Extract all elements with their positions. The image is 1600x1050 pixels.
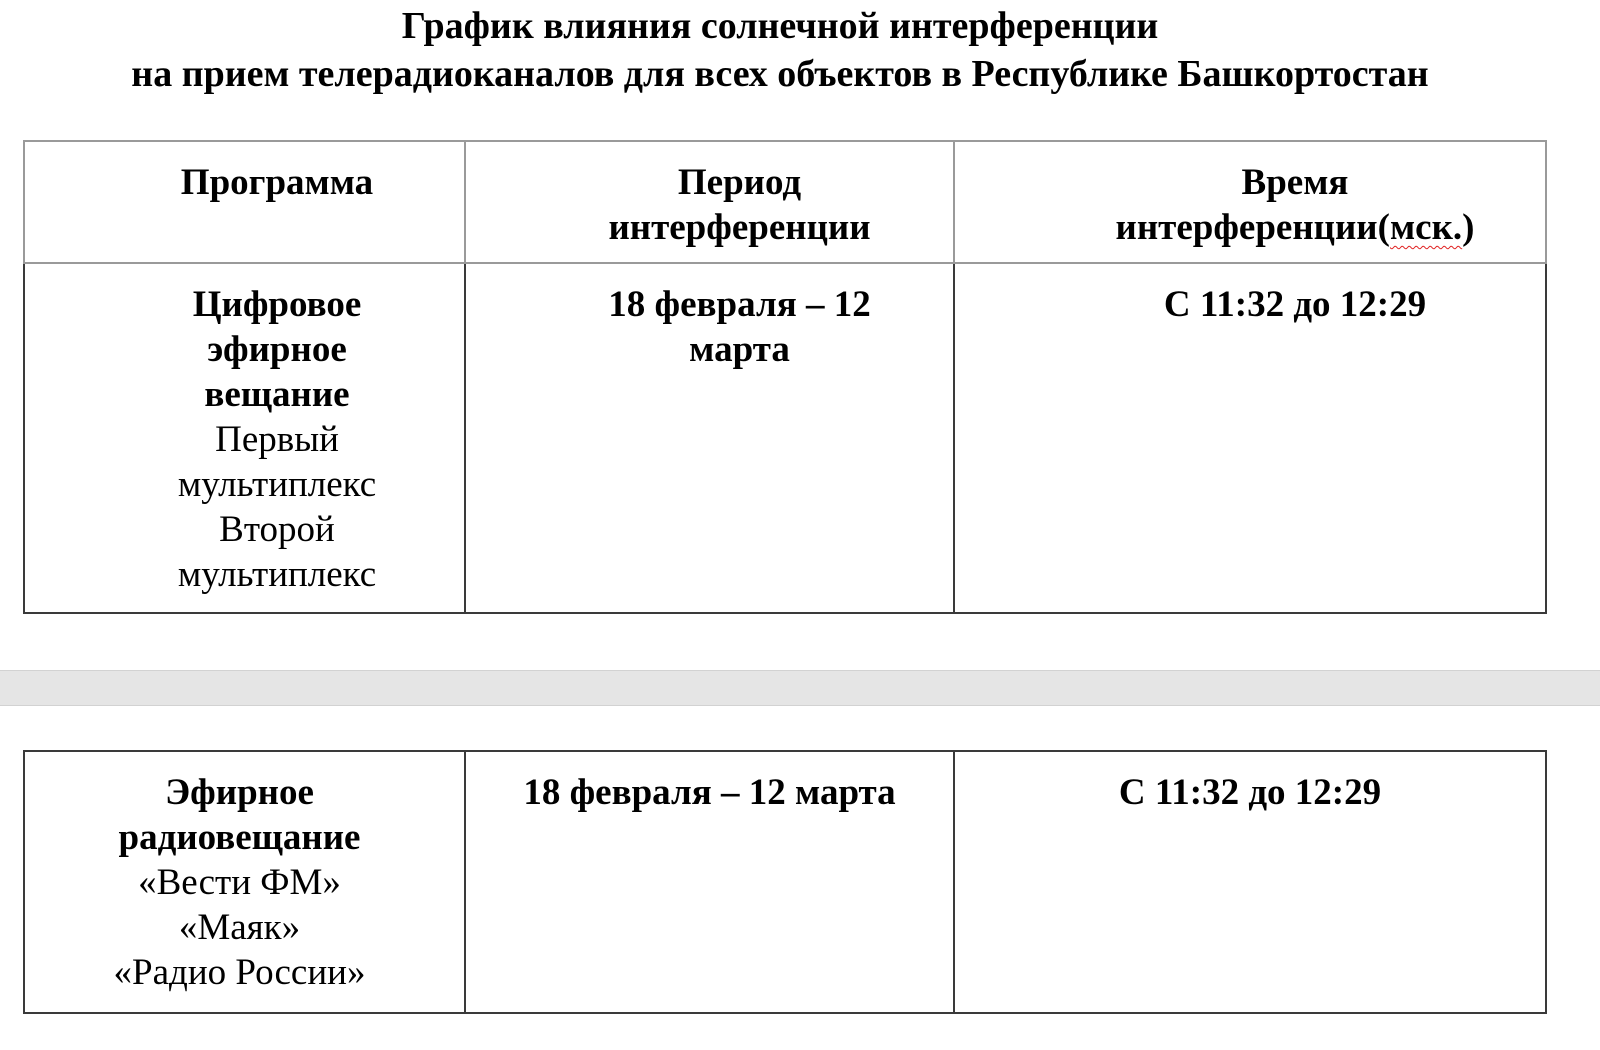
program-item-line: мультиплекс	[177, 464, 377, 505]
document-title	[0, 2, 1560, 98]
title-line-1: График влияния солнечной интерференции	[401, 5, 1159, 47]
period-line: 18 февраля – 12	[608, 284, 871, 325]
program-item-line: «Маяк»	[178, 907, 301, 948]
page-break-gap	[0, 670, 1600, 706]
time-value: С 11:32 до 12:29	[1118, 772, 1382, 813]
program-item-line: Первый	[215, 419, 339, 460]
header-period	[465, 141, 954, 263]
header-program	[24, 141, 465, 263]
cell-period	[465, 263, 954, 613]
table-row	[24, 751, 1546, 1013]
program-category-line: Цифровое	[192, 284, 362, 325]
title-line-2: на прием телерадиоканалов для всех объектов в Республике Башкортостан	[131, 53, 1429, 95]
spellcheck-flagged-word[interactable]: мск.	[1389, 207, 1463, 248]
program-category-line: радиовещание	[118, 817, 361, 858]
program-item-line: Второй	[219, 509, 335, 550]
cell-program	[24, 263, 465, 613]
program-item-line: мультиплекс	[177, 554, 377, 595]
header-period-line-1: Период	[677, 162, 802, 203]
header-time-line-2	[1045, 205, 1545, 250]
table-header-row	[24, 141, 1546, 263]
program-category-line: Эфирное	[165, 772, 314, 813]
header-period-line-2: интерференции	[608, 207, 871, 248]
time-value: С 11:32 до 12:29	[1163, 284, 1427, 325]
program-item-line: «Радио России»	[113, 952, 366, 993]
header-time-line-1: Время	[1241, 162, 1349, 203]
header-time-suffix: )	[1462, 207, 1475, 248]
interference-schedule-table-radio	[23, 750, 1547, 1014]
cell-period	[465, 751, 954, 1013]
cell-time	[954, 751, 1546, 1013]
table-row	[24, 263, 1546, 613]
cell-time	[954, 263, 1546, 613]
period-line: марта	[689, 329, 790, 370]
header-time-prefix: интерференции(	[1115, 207, 1390, 248]
program-item-line: «Вести ФМ»	[138, 862, 341, 903]
interference-schedule-table-tv	[23, 140, 1547, 614]
header-program-label: Программа	[180, 162, 374, 203]
period-value: 18 февраля – 12 марта	[523, 772, 896, 813]
program-category-line: эфирное	[207, 329, 347, 370]
cell-program	[24, 751, 465, 1013]
header-time	[954, 141, 1546, 263]
program-category-line: вещание	[204, 374, 350, 415]
